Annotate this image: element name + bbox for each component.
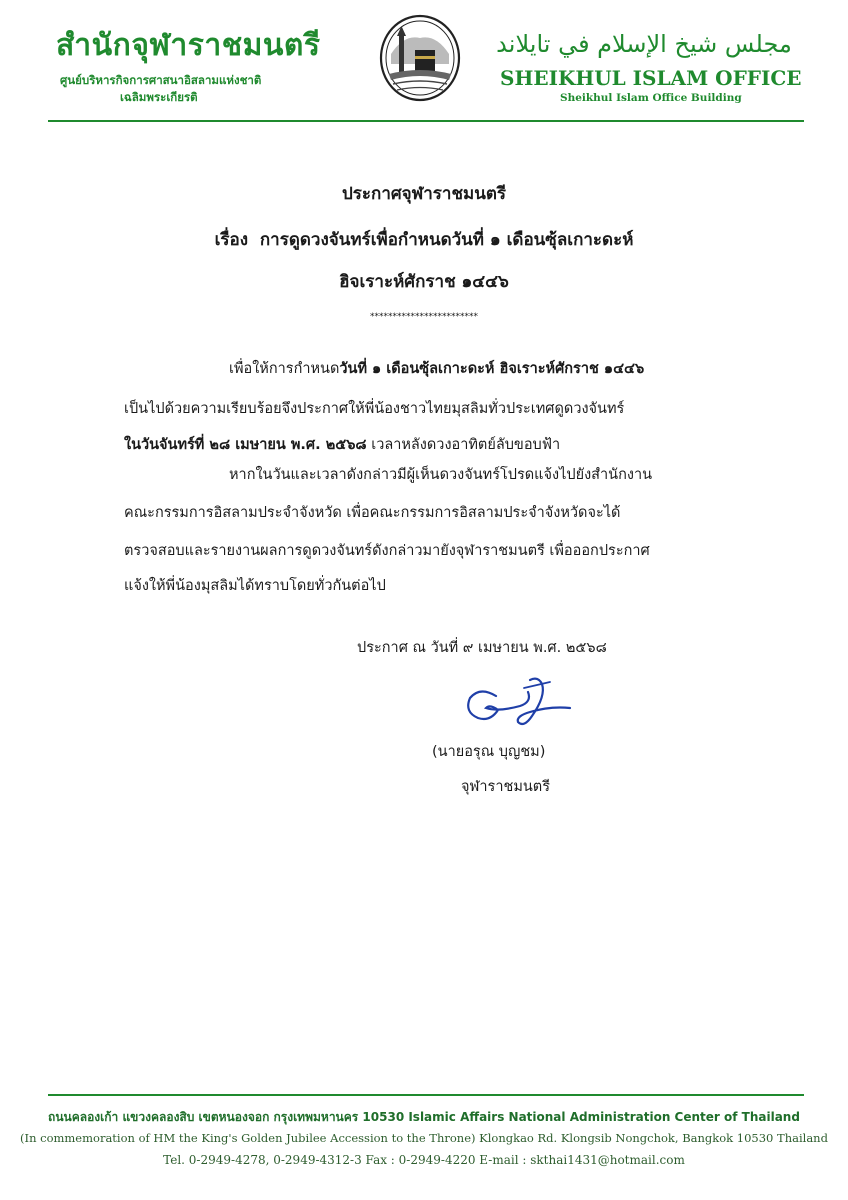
signer-name: (นายอรุณ บุญชม) — [432, 744, 546, 760]
body-line-7: แจ้งให้พี่น้องมุสลิมได้ทราบโดยทั่วกันต่อไป — [124, 578, 386, 594]
body-line-1-plain: เพื่อให้การกำหนด — [229, 361, 340, 377]
subject-text: การดูดวงจันทร์เพื่อกำหนดวันที่ ๑ เดือนซุ้ลเกาะดะห์ — [259, 230, 634, 250]
thai-office-title: สำนักจุฬาราชมนตรี — [56, 28, 321, 63]
announcement-subject — [0, 226, 848, 253]
signature-icon — [460, 672, 580, 734]
english-office-subtitle: Sheikhul Islam Office Building — [560, 92, 742, 104]
header-divider — [48, 120, 804, 122]
signer-title: จุฬาราชมนตรี — [461, 779, 550, 795]
announcement-date: ประกาศ ณ วันที่ ๙ เมษายน พ.ศ. ๒๕๖๘ — [357, 640, 607, 656]
english-office-title: SHEIKHUL ISLAM OFFICE — [500, 66, 802, 90]
body-line-1-bold: วันที่ ๑ เดือนซุ้ลเกาะดะห์ ฮิจเราะห์ศักราช ๑๔๔๖ — [339, 361, 645, 377]
body-line-1 — [229, 357, 644, 380]
footer-contact: Tel. 0-2949-4278, 0-2949-4312-3 Fax : 0-2949-4220 E-mail : skthai1431@hotmail.com — [163, 1153, 685, 1167]
announcement-hijri-year: ฮิจเราะห์ศักราช ๑๔๔๖ — [339, 272, 509, 292]
footer-divider — [48, 1094, 804, 1096]
body-line-3-bold: ในวันจันทร์ที่ ๒๘ เมษายน พ.ศ. ๒๕๖๘ — [124, 437, 367, 453]
body-line-4: หากในวันและเวลาดังกล่าวมีผู้เห็นดวงจันทร์โปรดแจ้งไปยังสำนักงาน — [229, 467, 652, 483]
svg-text:مجلس شيخ الإسلام في تايلاند: مجلس شيخ الإسلام في تايلاند — [496, 30, 792, 58]
body-line-3 — [124, 433, 560, 456]
subject-label: เรื่อง — [214, 230, 249, 250]
body-line-3-plain: เวลาหลังดวงอาทิตย์ลับขอบฟ้า — [366, 437, 561, 453]
thai-office-subtitle-1: ศูนย์บริหารกิจการศาสนาอิสลามแห่งชาติ — [60, 73, 262, 87]
thai-office-subtitle-2: เฉลิมพระเกียรติ — [120, 90, 198, 104]
body-line-6: ตรวจสอบและรายงานผลการดูดวงจันทร์ดังกล่าวมายังจุฬาราชมนตรี เพื่อออกประกาศ — [124, 543, 650, 559]
office-emblem-icon — [379, 14, 461, 102]
footer-commemoration: (In commemoration of HM the King's Golden Jubilee Accession to the Throne) Klongkao Rd. Klongsib Nongchok, Bangkok 10530 Thailand — [20, 1131, 828, 1145]
footer-address: ถนนคลองเก้า แขวงคลองสิบ เขตหนองจอก กรุงเทพมหานคร 10530 Islamic Affairs National Administration Center of Thailand — [48, 1110, 800, 1124]
asterisk-divider: ************************ — [370, 312, 478, 322]
body-line-2: เป็นไปด้วยความเรียบร้อยจึงประกาศให้พี่น้องชาวไทยมุสลิมทั่วประเทศดูดวงจันทร์ — [124, 401, 625, 417]
body-line-5: คณะกรรมการอิสลามประจำจังหวัด เพื่อคณะกรรมการอิสลามประจำจังหวัดจะได้ — [124, 505, 621, 521]
announcement-title: ประกาศจุฬาราชมนตรี — [341, 184, 507, 204]
arabic-calligraphy-title — [494, 22, 794, 62]
